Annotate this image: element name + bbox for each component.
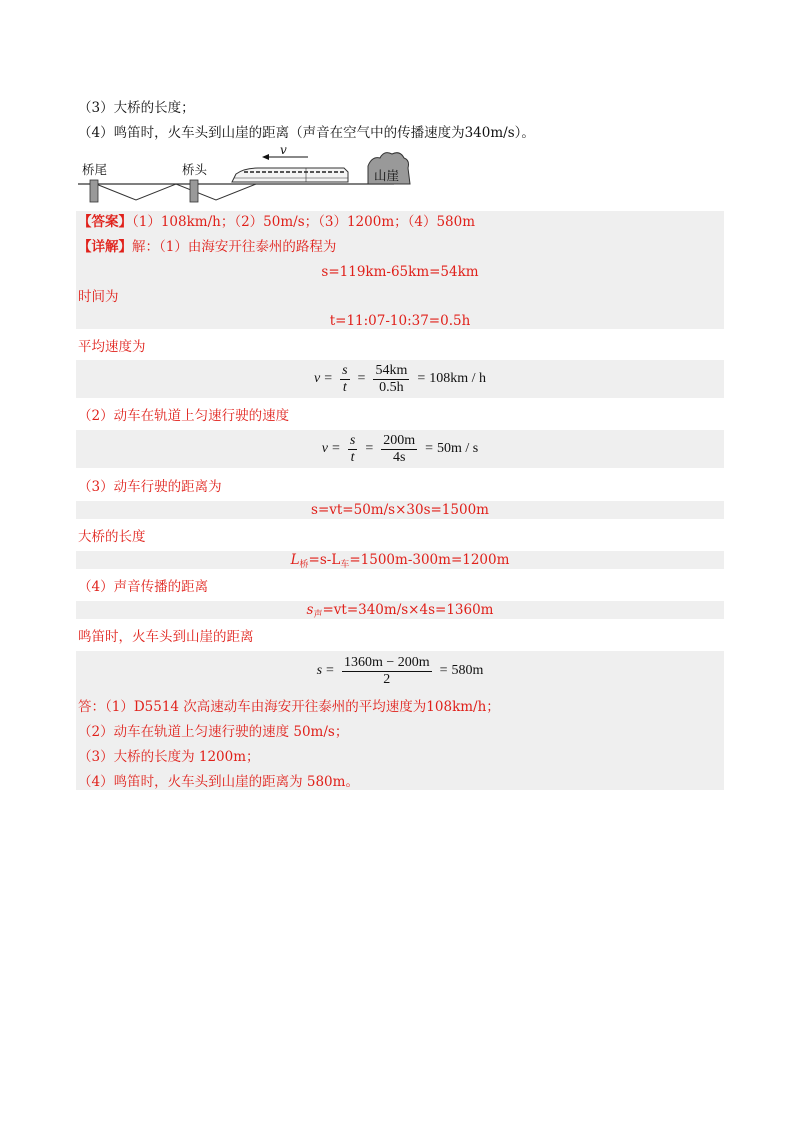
bridge-pier-tail (90, 180, 98, 202)
eq7: $s_声=vt=340m/s\times 4s=1360m$ (306, 602, 494, 620)
train-icon (232, 168, 348, 182)
conclusion-1: 答：（1）D5514 次高速动车由海安开往泰州的平均速度为108km/h； (78, 699, 500, 715)
conclusion-4: （4）鸣笛时，火车头到山崖的距离为 580m。 (78, 774, 359, 790)
eq3: v = $\frac{s}{t}$ = $\frac{54km}{0.5h}$ = 108km / h (313, 362, 487, 395)
eq4-lhs: v (321, 441, 328, 456)
arrow-head (262, 154, 269, 160)
conclusion-2: （2）动车在轨道上匀速行驶的速度 50m/s； (78, 724, 349, 740)
eq5: s=vt=50m/s×30s=1500m (311, 502, 489, 518)
eq8: s = $\frac{1360m - 200m}{2}$ = 580m (316, 654, 484, 687)
conclusion-3: （3）大桥的长度为 1200m； (78, 749, 260, 765)
label-bridge-tail: 桥尾 (82, 162, 108, 177)
eq4: v = $\frac{s}{t}$ = $\frac{200m}{4s}$ = 50m / s (321, 432, 479, 465)
p4-label: （4）声音传播的距离 (78, 579, 209, 595)
eq8-rhs: 580m (451, 663, 484, 678)
time-label: 时间为 (78, 289, 119, 305)
eq3-frac1: $\frac{s}{t}$ (342, 362, 348, 395)
question-3: （3）大桥的长度； (78, 100, 195, 116)
detail-intro-line (78, 237, 336, 257)
detail-prefix: 【详解】 (78, 239, 132, 255)
bridge-pier-head (190, 180, 198, 202)
bridge-label: 大桥的长度 (78, 529, 146, 545)
label-velocity: v (280, 143, 287, 157)
cliff-label: 鸣笛时，火车头到山崖的距离 (78, 629, 254, 645)
answer-line (78, 212, 475, 232)
eq6: $L_桥=s-L_车=1500m-300m=1200m$ (290, 552, 510, 570)
eq3-lhs: v (313, 371, 321, 386)
label-bridge-head: 桥头 (182, 162, 208, 177)
eq8-frac: $\frac{1360m - 200m}{2}$ (343, 654, 430, 687)
avg-label: 平均速度为 (78, 339, 146, 355)
answer-text: （1）108km/h；（2）50m/s；（3）1200m；（4）580m (132, 214, 476, 230)
label-cliff: 山崖 (374, 168, 400, 183)
eq2: t=11:07-10:37=0.5h (329, 313, 471, 329)
question-4: （4）鸣笛时，火车头到山崖的距离（声音在空气中的传播速度为340m/s）。 (78, 125, 535, 141)
p2-label: （2）动车在轨道上匀速行驶的速度 (78, 408, 290, 424)
eq1: s=119km-65km=54km (321, 264, 479, 280)
eq3-frac2: $\frac{54km}{0.5h}$ (375, 362, 408, 395)
p3-label: （3）动车行驶的距离为 (78, 479, 222, 495)
eq4-frac1: $\frac{s}{t}$ (349, 432, 356, 465)
eq4-frac2: $\frac{200m}{4s}$ (383, 432, 416, 465)
eq4-rhs: 50m / s (437, 441, 479, 456)
eq8-lhs: s (316, 663, 323, 678)
detail-intro: 解：（1）由海安开往泰州的路程为 (132, 239, 337, 255)
answer-prefix: 【答案】 (78, 214, 132, 230)
bridge-truss (96, 184, 256, 200)
bridge-train-diagram (76, 143, 436, 210)
eq3-rhs: 108km / h (429, 371, 487, 386)
